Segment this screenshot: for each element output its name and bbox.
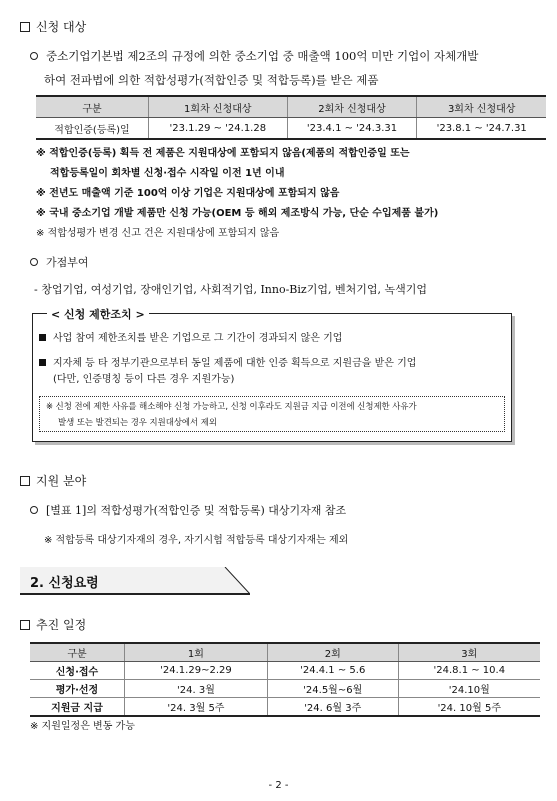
section-2-title: 2. 신청요령 (30, 576, 99, 591)
table-header: 2회차 신청대상 (287, 96, 417, 118)
table-cell: '24.10월 (398, 680, 540, 698)
section-heading-schedule: 추진 일정 (20, 616, 86, 633)
intro-line-1: 중소기업기본법 제2조의 규정에 의한 중소기업 중 매출액 100억 미만 기업이 자체개발 (30, 48, 478, 64)
bonus-items: - 창업기업, 여성기업, 장애인기업, 사회적기업, Inno-Biz기업, 벤처기업, 녹색기업 (34, 283, 427, 296)
table-cell: '23.4.1 ~ '24.3.31 (287, 118, 417, 140)
section-heading-target: 신청 대상 (20, 18, 86, 35)
bonus-heading: 가점부여 (30, 254, 89, 270)
table-header: 구분 (30, 643, 125, 662)
square-bullet-icon (39, 359, 46, 366)
restriction-footnote-1: ※ 신청 전에 제한 사유를 해소해야 신청 가능하고, 신청 이후라도 지원금 지급 이전에 신청제한 사유가 (46, 401, 417, 411)
table-cell: '24.4.1 ~ 5.6 (267, 662, 398, 680)
table-cell: '24. 3월 5주 (125, 698, 268, 717)
table-cell: '24.8.1 ~ 10.4 (398, 662, 540, 680)
table-header: 2회 (267, 643, 398, 662)
note-1: ※ 적합인증(등록) 획득 전 제품은 지원대상에 포함되지 않음(제품의 적합인증일 또는 (36, 148, 410, 159)
table-cell: '24.1.29~2.29 (125, 662, 268, 680)
table-header: 1회 (125, 643, 268, 662)
table-cell: '23.1.29 ~ '24.1.28 (149, 118, 288, 140)
restriction-box (32, 308, 512, 442)
table-cell: '24. 6월 3주 (267, 698, 398, 717)
table-cell: 평가·선정 (30, 680, 125, 698)
schedule-table (30, 642, 540, 717)
checkbox-square-icon (20, 476, 30, 486)
table-cell: '24. 3월 (125, 680, 268, 698)
table-header-row (36, 96, 546, 118)
table-row (30, 680, 540, 698)
table-cell: 지원금 지급 (30, 698, 125, 717)
intro-line-2: 하여 전파법에 의한 적합성평가(적합인증 및 적합등록)를 받은 제품 (44, 73, 379, 87)
page-number: - 2 - (268, 780, 289, 791)
table-header: 3회 (398, 643, 540, 662)
table-header: 3회차 신청대상 (417, 96, 546, 118)
circle-bullet-icon (30, 52, 38, 60)
table-cell: '23.8.1 ~ '24.7.31 (417, 118, 546, 140)
field-note: ※ 적합등록 대상기자재의 경우, 자기시험 적합등록 대상기자재는 제외 (44, 535, 349, 546)
table-cell: 신청·접수 (30, 662, 125, 680)
note-2: ※ 전년도 매출액 기준 100억 이상 기업은 지원대상에 포함되지 않음 (36, 188, 340, 199)
target-table (36, 95, 546, 140)
table-header: 1회차 신청대상 (149, 96, 288, 118)
note-3: ※ 국내 중소기업 개발 제품만 신청 가능(OEM 등 해외 제조방식 가능, 단순 수입제품 불가) (36, 208, 439, 219)
section-2-heading-bar (20, 567, 250, 595)
note-1-cont: 적합등록일이 회차별 신청·접수 시작일 이전 1년 이내 (50, 168, 285, 179)
table-cell: '24.5월~6월 (267, 680, 398, 698)
checkbox-square-icon (20, 22, 30, 32)
table-header-row (30, 643, 540, 662)
circle-bullet-icon (30, 506, 38, 514)
schedule-note: ※ 지원일정은 변동 가능 (30, 721, 135, 732)
field-line: [별표 1]의 적합성평가(적합인증 및 적합등록) 대상기자재 참조 (30, 502, 346, 518)
table-cell: 적합인증(등록)일 (36, 118, 149, 140)
square-bullet-icon (39, 334, 46, 341)
restriction-footnote-box (39, 396, 505, 432)
section-heading-field: 지원 분야 (20, 472, 86, 489)
circle-bullet-icon (30, 258, 38, 266)
table-header: 구분 (36, 96, 149, 118)
checkbox-square-icon (20, 620, 30, 630)
restriction-footnote-2: 발생 또는 발견되는 경우 지원대상에서 제외 (58, 417, 217, 427)
note-4: ※ 적합성평가 변경 신고 건은 지원대상에 포함되지 않음 (36, 228, 280, 239)
restriction-item-2-cont: (다만, 인증명칭 등이 다른 경우 지원가능) (53, 374, 235, 385)
restriction-item-2: 지자체 등 타 정부기관으로부터 동일 제품에 대한 인증 획득으로 지원금을 받은 기업 (39, 354, 416, 369)
restriction-box-title: < 신청 제한조치 > (47, 306, 149, 322)
table-cell: '24. 10월 5주 (398, 698, 540, 717)
table-row (30, 662, 540, 680)
table-row (36, 118, 546, 140)
restriction-item-1: 사업 참여 제한조치를 받은 기업으로 그 기간이 경과되지 않은 기업 (39, 329, 342, 344)
table-row (30, 698, 540, 717)
